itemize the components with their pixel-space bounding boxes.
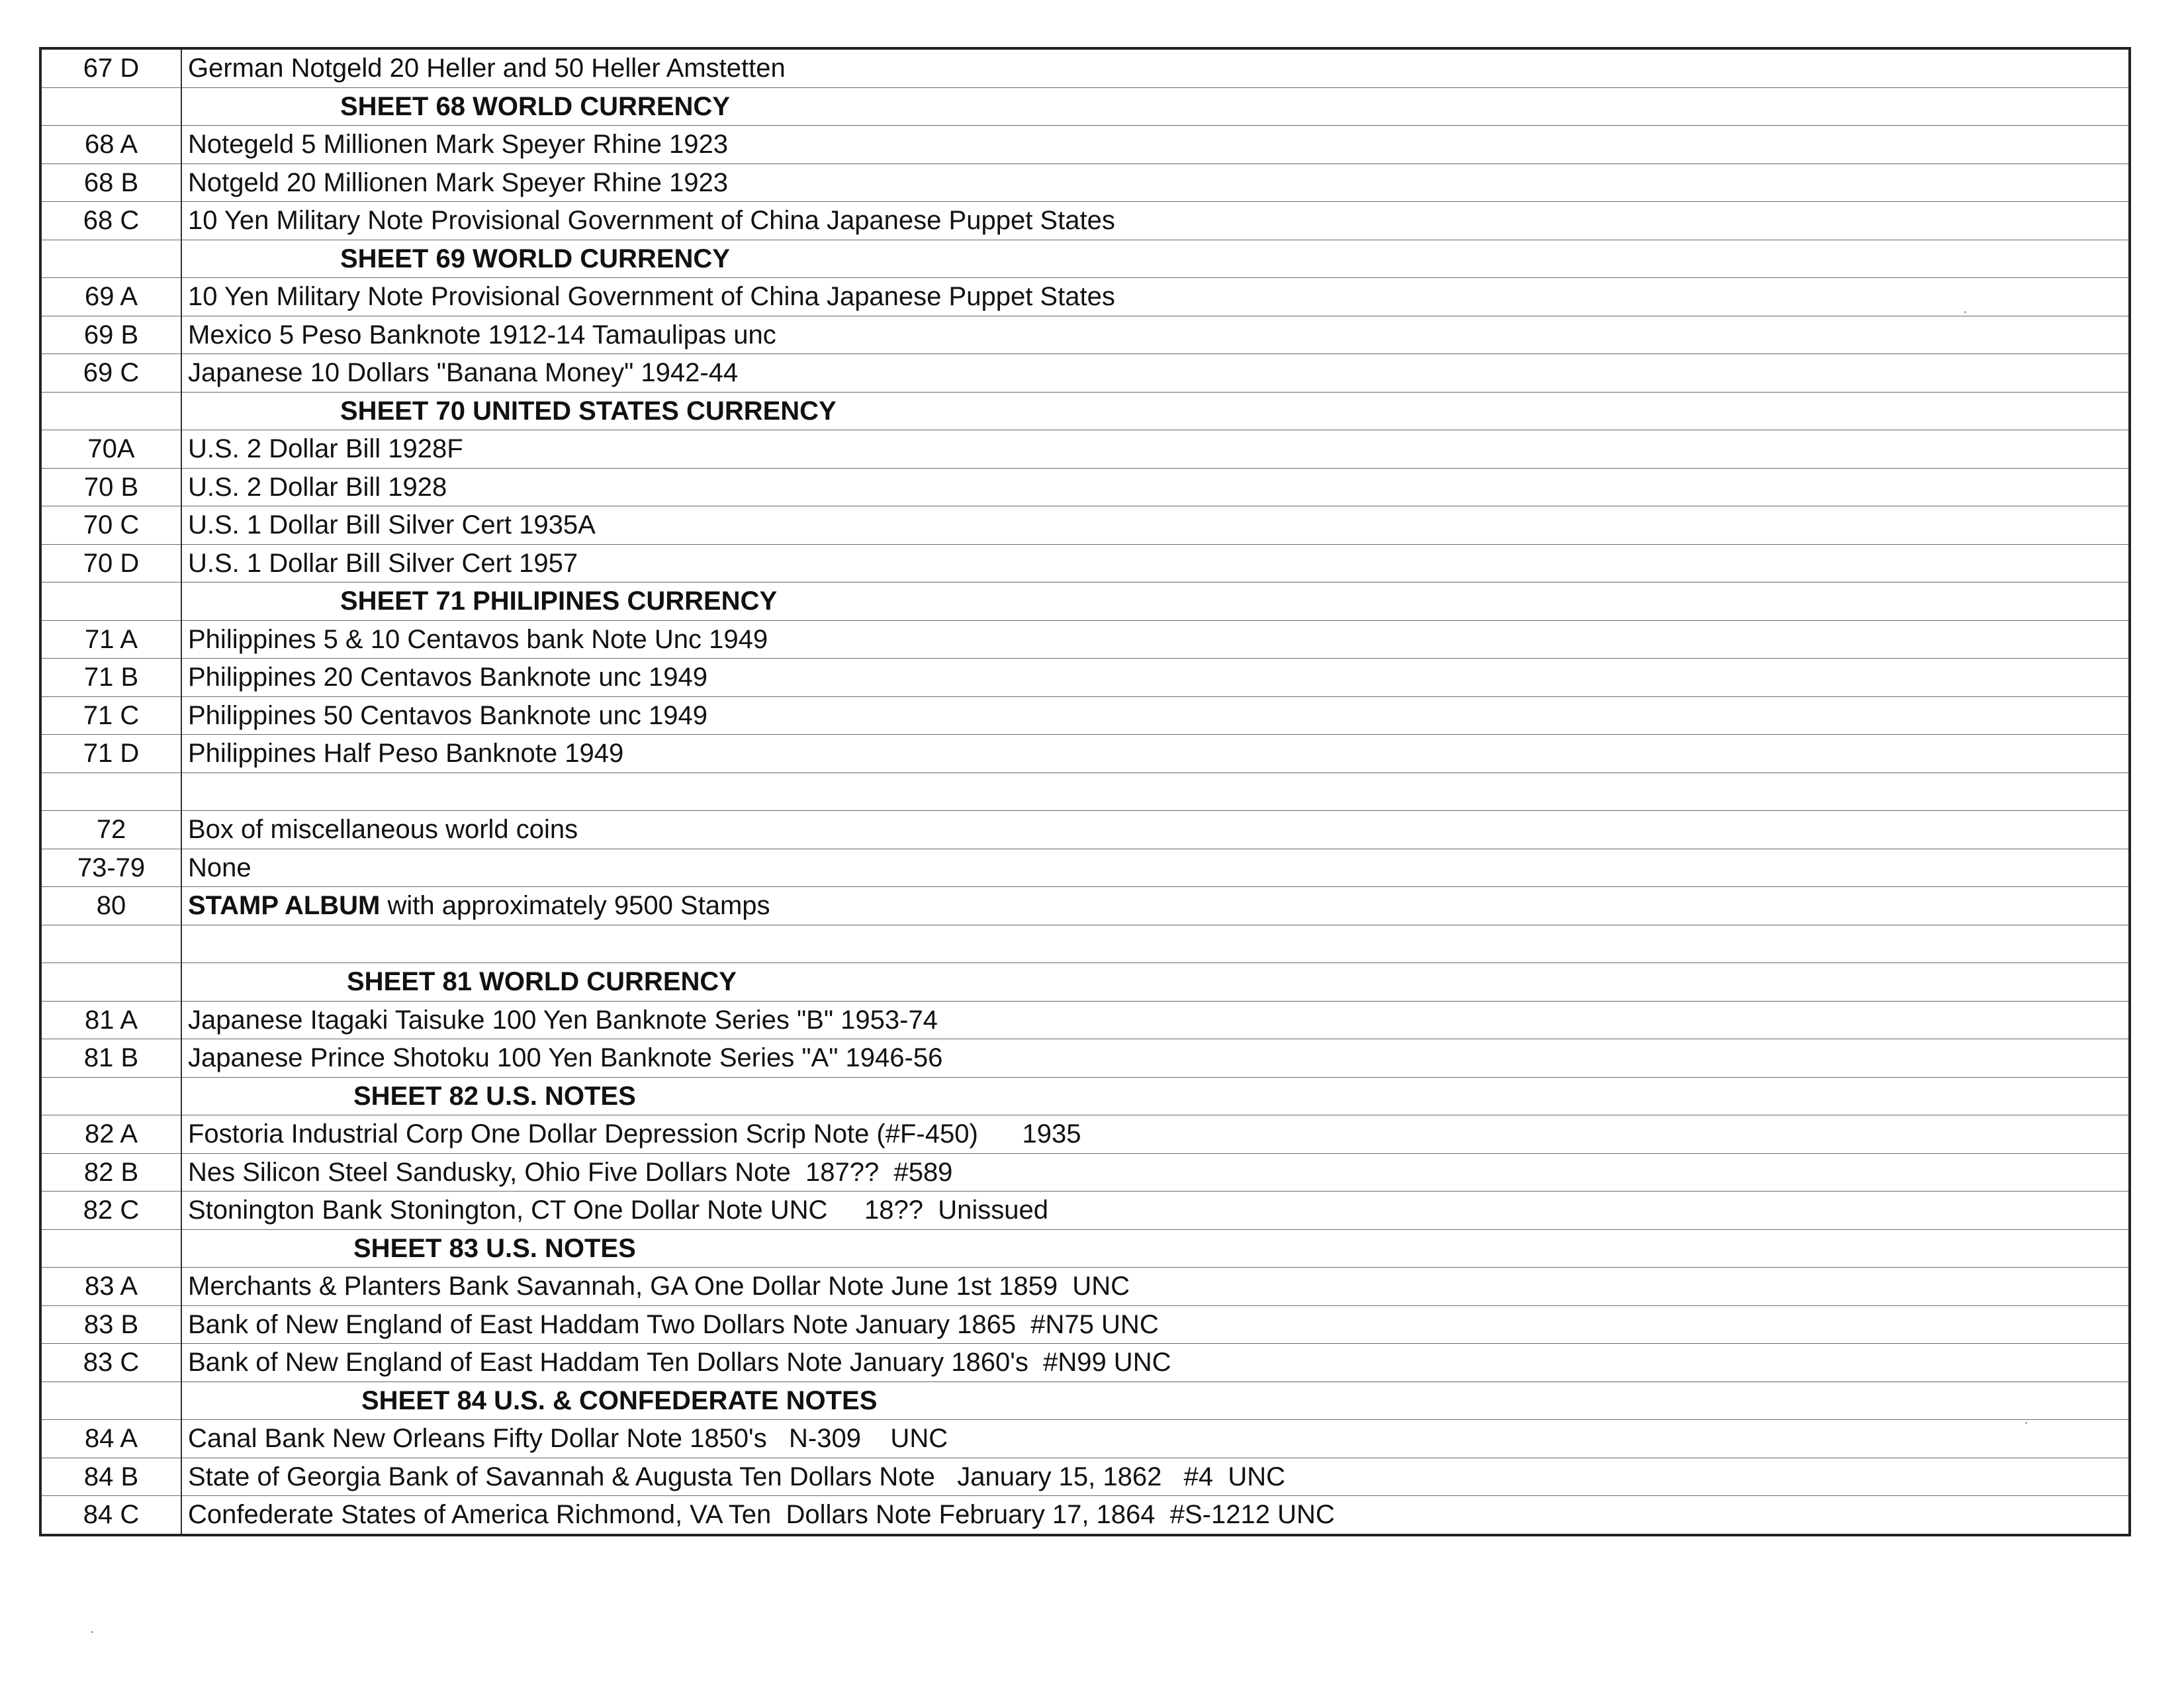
lot-cell-empty xyxy=(40,583,181,621)
lot-description xyxy=(181,1001,2130,1039)
lot-number: 73-79 xyxy=(40,849,181,887)
lot-description-text: 10 Yen Military Note Provisional Government of China Japanese Puppet States xyxy=(188,282,1115,312)
lot-number: 72 xyxy=(40,811,181,849)
lot-description xyxy=(181,1192,2130,1230)
lot-cell-empty xyxy=(40,1229,181,1268)
lot-description-text: 10 Yen Military Note Provisional Government of China Japanese Puppet States xyxy=(188,206,1115,236)
lot-number: 71 B xyxy=(40,659,181,697)
lot-number: 83 A xyxy=(40,1268,181,1306)
lot-description xyxy=(181,354,2130,393)
lot-number: 68 B xyxy=(40,164,181,202)
lot-cell-empty xyxy=(40,392,181,430)
section-header-cell xyxy=(181,583,2130,621)
lot-description-text: Japanese Itagaki Taisuke 100 Yen Banknote Series "B" 1953-74 xyxy=(188,1005,938,1035)
lot-row xyxy=(40,1305,2130,1344)
lot-row xyxy=(40,506,2130,545)
lot-row xyxy=(40,887,2130,925)
lot-description-text: State of Georgia Bank of Savannah & Augusta Ten Dollars Note January 15, 1862 #4 UNC xyxy=(188,1462,1286,1491)
lot-description-text: Confederate States of America Richmond, VA Ten Dollars Note February 17, 1864 #S-1212 UNC xyxy=(188,1500,1335,1530)
lot-description xyxy=(181,1115,2130,1154)
lot-description xyxy=(181,1496,2130,1535)
lot-cell-empty xyxy=(40,1077,181,1115)
lot-cell-empty xyxy=(40,925,181,963)
lot-listing-body xyxy=(40,48,2130,1535)
lot-description xyxy=(181,1268,2130,1306)
lot-number: 81 A xyxy=(40,1001,181,1039)
lot-description-text: Fostoria Industrial Corp One Dollar Depression Scrip Note (#F-450) 1935 xyxy=(188,1119,1081,1149)
lot-description-text: U.S. 1 Dollar Bill Silver Cert 1957 xyxy=(188,548,578,578)
lot-cell-empty xyxy=(40,963,181,1002)
lot-description xyxy=(181,544,2130,583)
lot-row xyxy=(40,659,2130,697)
section-header-row xyxy=(40,1382,2130,1420)
section-header-text: SHEET 70 UNITED STATES CURRENCY xyxy=(340,396,837,426)
lot-description-text: None xyxy=(188,853,251,882)
lot-description-text: Bank of New England of East Haddam Two Dollars Note January 1865 #N75 UNC xyxy=(188,1309,1159,1339)
lot-description xyxy=(181,164,2130,202)
lot-description xyxy=(181,430,2130,469)
lot-row xyxy=(40,354,2130,393)
lot-description-text: Japanese 10 Dollars "Banana Money" 1942-44 xyxy=(188,358,739,388)
lot-row xyxy=(40,696,2130,735)
lot-description-text: Philippines 5 & 10 Centavos bank Note Unc 1949 xyxy=(188,624,768,654)
description-cell-empty xyxy=(181,925,2130,963)
lot-number: 83 C xyxy=(40,1344,181,1382)
section-header-cell xyxy=(181,240,2130,278)
lot-row xyxy=(40,620,2130,659)
section-header-row xyxy=(40,392,2130,430)
lot-description xyxy=(181,735,2130,773)
lot-number: 68 C xyxy=(40,202,181,240)
section-header-cell xyxy=(181,1077,2130,1115)
lot-description xyxy=(181,1039,2130,1078)
section-header-row xyxy=(40,963,2130,1002)
lot-cell-empty xyxy=(40,87,181,126)
section-header-text: SHEET 68 WORLD CURRENCY xyxy=(340,91,730,121)
description-cell-empty xyxy=(181,773,2130,811)
lot-description-text: U.S. 2 Dollar Bill 1928 xyxy=(188,472,447,502)
lot-number: 83 B xyxy=(40,1305,181,1344)
lot-row xyxy=(40,126,2130,164)
lot-description xyxy=(181,202,2130,240)
lot-description xyxy=(181,696,2130,735)
scan-speck xyxy=(2025,1422,2027,1424)
lot-cell-empty xyxy=(40,1382,181,1420)
section-header-cell xyxy=(181,392,2130,430)
lot-description-text: Nes Silicon Steel Sandusky, Ohio Five Dollars Note 187?? #589 xyxy=(188,1157,953,1187)
lot-row xyxy=(40,1192,2130,1230)
lot-row xyxy=(40,202,2130,240)
lot-number: 84 B xyxy=(40,1458,181,1496)
lot-description-text: Box of miscellaneous world coins xyxy=(188,815,578,845)
section-header-cell xyxy=(181,1382,2130,1420)
lot-description xyxy=(181,620,2130,659)
lot-number: 81 B xyxy=(40,1039,181,1078)
section-header-text: SHEET 83 U.S. NOTES xyxy=(353,1233,636,1263)
lot-row xyxy=(40,735,2130,773)
lot-description-rest: with approximately 9500 Stamps xyxy=(380,891,770,921)
lot-description-text: Philippines Half Peso Banknote 1949 xyxy=(188,739,624,769)
lot-row xyxy=(40,48,2130,87)
lot-number: 82 A xyxy=(40,1115,181,1154)
lot-description xyxy=(181,1420,2130,1458)
lot-description-text: Philippines 20 Centavos Banknote unc 1949 xyxy=(188,663,707,692)
lot-number: 70A xyxy=(40,430,181,469)
lot-number: 84 A xyxy=(40,1420,181,1458)
lot-description xyxy=(181,316,2130,354)
lot-description xyxy=(181,887,2130,925)
lot-number: 68 A xyxy=(40,126,181,164)
section-header-row xyxy=(40,1229,2130,1268)
section-header-text: SHEET 69 WORLD CURRENCY xyxy=(340,244,730,273)
lot-number: 71 A xyxy=(40,620,181,659)
lot-description-text: Mexico 5 Peso Banknote 1912-14 Tamaulipas unc xyxy=(188,320,776,350)
lot-description-text: Canal Bank New Orleans Fifty Dollar Note 1850's N-309 UNC xyxy=(188,1424,948,1454)
lot-listing-table xyxy=(39,47,2131,1536)
lot-description-text: Merchants & Planters Bank Savannah, GA One Dollar Note June 1st 1859 UNC xyxy=(188,1272,1130,1301)
section-header-text: SHEET 82 U.S. NOTES xyxy=(353,1081,636,1111)
lot-description xyxy=(181,506,2130,545)
lot-description xyxy=(181,659,2130,697)
lot-row xyxy=(40,1420,2130,1458)
lot-description-bold: STAMP ALBUM xyxy=(188,891,381,921)
lot-number: 69 B xyxy=(40,316,181,354)
lot-description xyxy=(181,849,2130,887)
lot-description xyxy=(181,278,2130,316)
section-header-cell xyxy=(181,87,2130,126)
lot-description-text: Notegeld 5 Millionen Mark Speyer Rhine 1923 xyxy=(188,130,729,160)
lot-description xyxy=(181,1305,2130,1344)
lot-row xyxy=(40,1001,2130,1039)
lot-description-text: Bank of New England of East Haddam Ten Dollars Note January 1860's #N99 UNC xyxy=(188,1348,1171,1378)
lot-row xyxy=(40,1268,2130,1306)
section-header-text: SHEET 84 U.S. & CONFEDERATE NOTES xyxy=(361,1385,878,1415)
section-header-text: SHEET 81 WORLD CURRENCY xyxy=(347,967,737,997)
lot-number: 70 D xyxy=(40,544,181,583)
section-header-row xyxy=(40,1077,2130,1115)
lot-description xyxy=(181,48,2130,87)
lot-number: 71 D xyxy=(40,735,181,773)
section-header-text: SHEET 71 PHILIPINES CURRENCY xyxy=(340,586,778,616)
lot-description-text: Japanese Prince Shotoku 100 Yen Banknote Series "A" 1946-56 xyxy=(188,1043,943,1073)
lot-row xyxy=(40,316,2130,354)
lot-number: 82 B xyxy=(40,1153,181,1192)
lot-description-text: U.S. 2 Dollar Bill 1928F xyxy=(188,434,463,464)
lot-description xyxy=(181,1153,2130,1192)
lot-number: 70 C xyxy=(40,506,181,545)
lot-description-text: U.S. 1 Dollar Bill Silver Cert 1935A xyxy=(188,510,596,540)
lot-row xyxy=(40,1039,2130,1078)
lot-number: 70 B xyxy=(40,468,181,506)
lot-description xyxy=(181,1458,2130,1496)
lot-number: 67 D xyxy=(40,48,181,87)
lot-number: 71 C xyxy=(40,696,181,735)
section-header-row xyxy=(40,240,2130,278)
lot-description-text: Philippines 50 Centavos Banknote unc 1949 xyxy=(188,700,707,730)
lot-row xyxy=(40,1496,2130,1535)
lot-description xyxy=(181,811,2130,849)
lot-number: 84 C xyxy=(40,1496,181,1535)
scan-speck xyxy=(1964,311,1966,313)
lot-description-text: German Notgeld 20 Heller and 50 Heller Amstetten xyxy=(188,54,786,83)
lot-row xyxy=(40,1153,2130,1192)
lot-cell-empty xyxy=(40,240,181,278)
lot-number: 80 xyxy=(40,887,181,925)
lot-row xyxy=(40,1344,2130,1382)
lot-number: 69 C xyxy=(40,354,181,393)
lot-row xyxy=(40,849,2130,887)
lot-row xyxy=(40,468,2130,506)
lot-row xyxy=(40,1458,2130,1496)
lot-cell-empty xyxy=(40,773,181,811)
lot-number: 69 A xyxy=(40,278,181,316)
lot-row xyxy=(40,278,2130,316)
lot-description xyxy=(181,1344,2130,1382)
lot-row xyxy=(40,811,2130,849)
lot-description-text: Notgeld 20 Millionen Mark Speyer Rhine 1923 xyxy=(188,167,729,197)
lot-description xyxy=(181,468,2130,506)
section-header-cell xyxy=(181,963,2130,1002)
section-header-cell xyxy=(181,1229,2130,1268)
lot-row xyxy=(40,164,2130,202)
lot-row xyxy=(40,430,2130,469)
section-header-row xyxy=(40,87,2130,126)
blank-row xyxy=(40,925,2130,963)
lot-description-text: Stonington Bank Stonington, CT One Dollar Note UNC 18?? Unissued xyxy=(188,1196,1048,1225)
lot-row xyxy=(40,1115,2130,1154)
lot-row xyxy=(40,544,2130,583)
lot-number: 82 C xyxy=(40,1192,181,1230)
blank-row xyxy=(40,773,2130,811)
section-header-row xyxy=(40,583,2130,621)
scan-speck xyxy=(91,1631,93,1633)
lot-description xyxy=(181,126,2130,164)
